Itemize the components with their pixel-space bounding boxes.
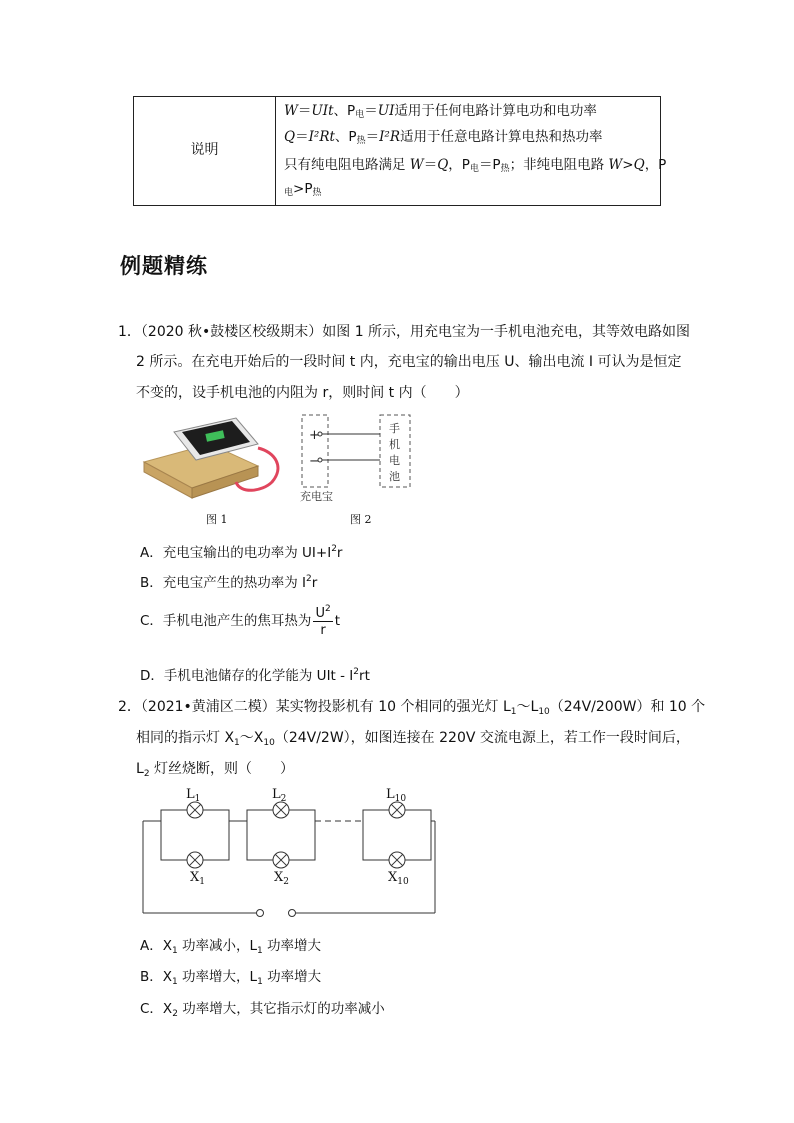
figure-1-caption: 图 1 [206, 513, 228, 526]
svg-text:X10: $X_{10}$ [388, 870, 409, 887]
q2-option-c[interactable]: C．$X_2$ 功率增大，其它指示灯的功率减小 [140, 1001, 385, 1019]
q1-option-a[interactable]: A．充电宝输出的电功率为 $UI+I^2r$ [140, 544, 343, 561]
table-line-3: 只有纯电阻电路满足 W＝Q，$P_电=P_热$；非纯电阻电路 W>Q，P [284, 157, 667, 174]
q2-line-1: 2．（2021•黄浦区二模）某实物投影机有 10 个相同的强光灯 $L_1\sim L_{10}(24V/200W)$和 10 个 [118, 699, 706, 717]
q2-option-a[interactable]: A．$X_1$ 功率减小，$L_1$ 功率增大 [140, 938, 322, 956]
phone-char-1: 手 [389, 422, 400, 435]
minus-sign: − [309, 454, 320, 469]
figure-1-photo [140, 412, 290, 502]
table-label: 说明 [190, 142, 219, 158]
power-bank-label: 充电宝 [300, 490, 333, 502]
q2-circuit-diagram [130, 785, 450, 920]
q1-option-d[interactable]: D．手机电池储存的化学能为 UIt - $I^2rt$ [140, 667, 370, 684]
q2-line-3: $L_2$ 灯丝烧断，则（ ） [136, 761, 294, 779]
q1-option-b[interactable]: B．充电宝产生的热功率为 $I^2r$ [140, 574, 318, 591]
table-label-cell [134, 97, 276, 205]
phone-char-4: 池 [389, 470, 400, 483]
table-line-1: W＝UIt、$P_电=UI$适用于任何电路计算电功和电功率 [284, 103, 597, 120]
explanation-table [133, 96, 667, 206]
phone-char-3: 电 [389, 454, 400, 467]
section-title: 例题精练 [120, 254, 208, 278]
q1-option-c[interactable]: C．手机电池产生的焦耳热为 $\frac{U^2}{r}$ t [140, 604, 340, 638]
q1-line-2: 2 所示。在充电开始后的一段时间 t 内，充电宝的输出电压 U、输出电流 I 可认为是恒定 [136, 354, 682, 370]
svg-text:L1: $L_1$ [186, 787, 201, 804]
q1-line-3: 不变的，设手机电池的内阻为 r，则时间 t 内（ ） [136, 385, 469, 401]
svg-text:X2: $X_2$ [274, 870, 289, 887]
q2-line-2: 相同的指示灯 $X_1\sim X_{10}(24V/2W)$，如图连接在 220V 交流电源上，若工作一段时间后， [136, 730, 690, 748]
phone-char-2: 机 [389, 438, 400, 451]
figure-2-caption: 图 2 [350, 513, 372, 526]
fraction-u2-over-r: $\frac{U^2}{r}$ [315, 604, 331, 638]
plus-sign: + [309, 428, 320, 443]
q2-option-b[interactable]: B．$X_1$ 功率增大，$L_1$ 功率增大 [140, 969, 322, 987]
svg-text:L2: $L_2$ [272, 787, 287, 804]
q1-line-1: 1．（2020 秋•鼓楼区校级期末）如图 1 所示，用充电宝为一手机电池充电，其等效电路如图 [118, 324, 691, 340]
svg-text:L10: $L_{10}$ [386, 787, 407, 804]
table-line-4: $_电>P_热$ [284, 181, 322, 198]
table-line-2: Q＝I²Rt、$P_热=I^2R$适用于任意电路计算电热和热功率 [284, 129, 603, 146]
figure-2-circuit [298, 412, 428, 502]
svg-text:X1: $X_1$ [190, 870, 205, 887]
